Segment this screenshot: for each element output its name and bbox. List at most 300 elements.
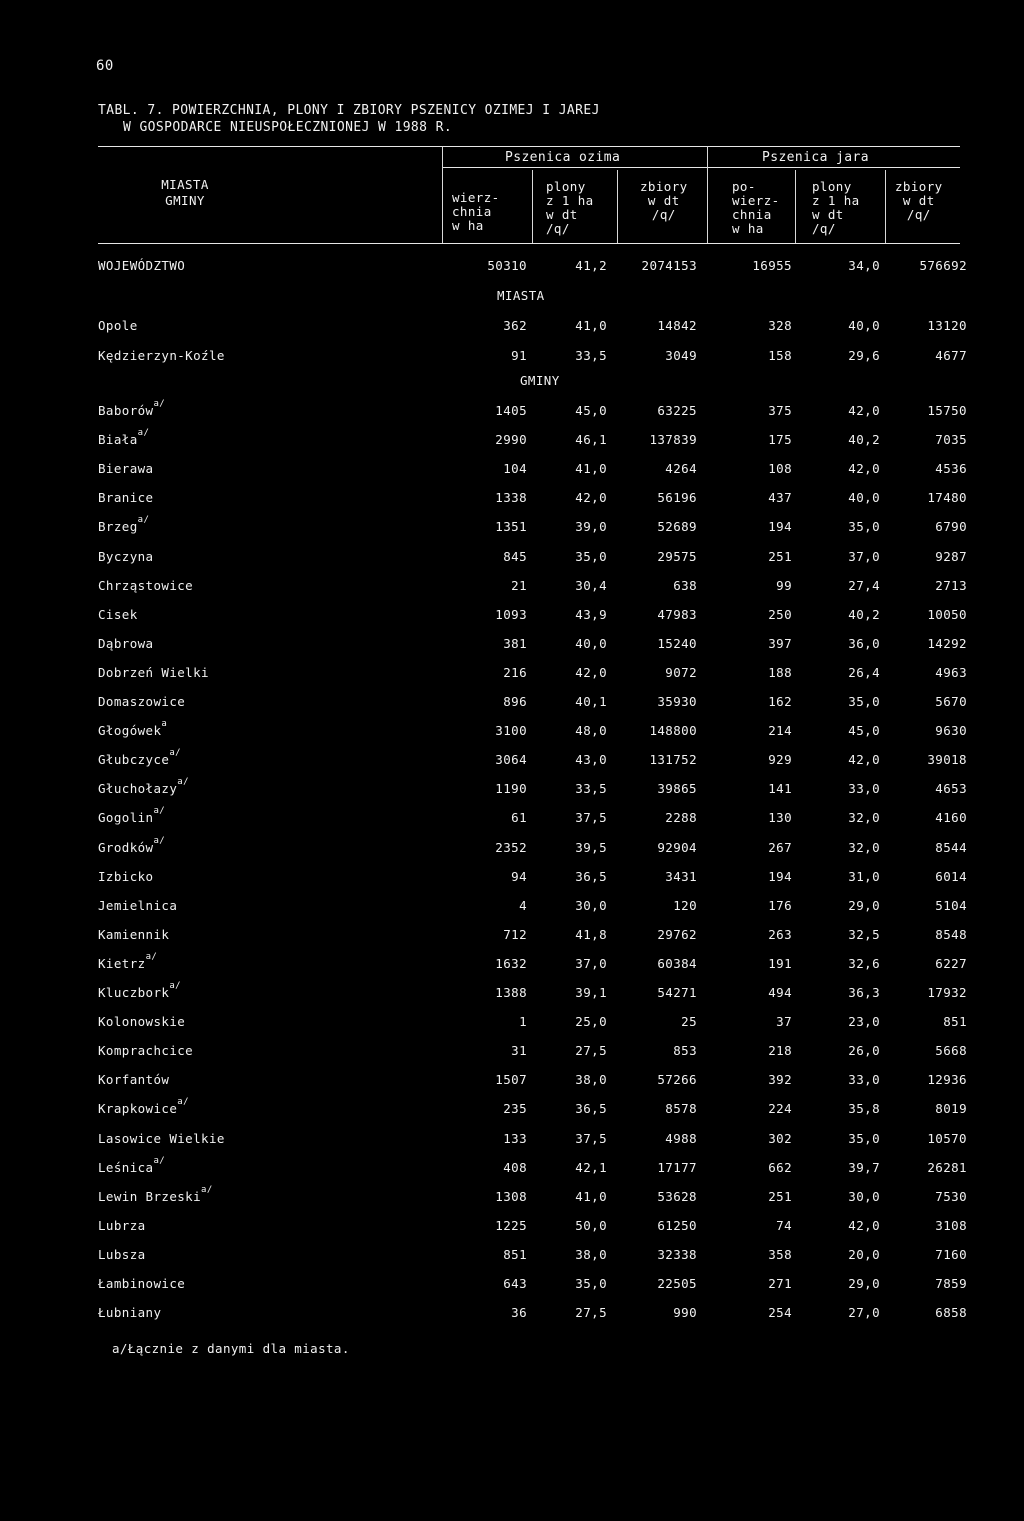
table-cell: 2288	[665, 810, 697, 826]
row-name: Grodków	[98, 839, 154, 855]
header-divider	[707, 146, 708, 243]
table-cell: 392	[768, 1072, 792, 1088]
footnote-marker: a/	[137, 515, 150, 526]
table-cell: 40,2	[848, 606, 880, 622]
row-label	[98, 1276, 185, 1291]
table-cell: 2352	[495, 839, 527, 855]
footnote-marker: a	[161, 719, 168, 730]
table-cell: 37,0	[848, 548, 880, 564]
table-cell: 37,0	[575, 955, 607, 971]
row-name: Brzeg	[98, 519, 138, 535]
header-top-rule	[98, 146, 960, 147]
table-cell: 5668	[935, 1043, 967, 1059]
table-cell: 1388	[495, 985, 527, 1000]
table-cell: 29762	[657, 926, 697, 942]
row-label	[98, 1131, 225, 1146]
table-cell: 3100	[495, 723, 527, 739]
table-cell: 235	[503, 1101, 527, 1117]
table-cell: 20,0	[848, 1246, 880, 1262]
table-cell: 40,0	[575, 635, 607, 651]
table-cell: 176	[768, 897, 792, 913]
footnote-marker: a/	[153, 1155, 166, 1166]
table-cell: 251	[768, 548, 792, 564]
table-cell: 56196	[657, 490, 697, 506]
row-label	[98, 898, 177, 913]
row-label	[98, 869, 153, 884]
row-name: Domaszowice	[98, 694, 186, 709]
table-cell: 218	[768, 1043, 792, 1059]
table-cell: 35,0	[848, 694, 880, 709]
table-cell: 29,6	[848, 347, 880, 363]
table-cell: 25	[681, 1014, 697, 1030]
table-cell: 37,5	[575, 1130, 607, 1146]
table-cell: 3431	[665, 868, 697, 884]
row-label	[98, 694, 185, 709]
table-cell: 17177	[657, 1159, 697, 1175]
table-cell: 662	[768, 1159, 792, 1175]
group-title-winter-wheat: Pszenica ozima	[505, 150, 621, 165]
row-name: Łubniany	[98, 1305, 162, 1321]
row-label	[98, 665, 209, 680]
table-cell: 39,7	[848, 1159, 880, 1175]
table-cell: 53628	[657, 1188, 697, 1204]
table-cell: 13120	[927, 318, 967, 333]
row-label	[98, 748, 181, 768]
table-cell: 1093	[495, 606, 527, 622]
table-cell: 36,0	[848, 635, 880, 651]
table-cell: 8544	[935, 839, 967, 855]
row-label	[98, 806, 166, 826]
row-label	[98, 549, 153, 564]
row-label	[98, 399, 166, 419]
table-cell: 25,0	[575, 1014, 607, 1030]
row-name: Głogówek	[98, 723, 162, 739]
table-cell: 130	[768, 810, 792, 826]
row-name: Lasowice Wielkie	[98, 1130, 225, 1146]
table-cell: 4677	[935, 347, 967, 363]
table-cell: 91	[511, 347, 527, 363]
table-cell: 267	[768, 839, 792, 855]
row-label	[98, 981, 181, 1001]
row-name: Chrząstowice	[98, 577, 194, 593]
table-cell: 33,5	[575, 347, 607, 363]
table-cell: 120	[673, 897, 697, 913]
table-cell: 36,5	[575, 868, 607, 884]
table-cell: 35,0	[848, 519, 880, 535]
row-label	[98, 1184, 213, 1204]
table-cell: 214	[768, 723, 792, 739]
table-cell: 494	[768, 985, 792, 1000]
table-cell: 851	[503, 1246, 527, 1262]
table-cell: 254	[768, 1305, 792, 1321]
table-cell: 397	[768, 635, 792, 651]
table-cell: 35,0	[575, 1276, 607, 1291]
table-cell: 7530	[935, 1188, 967, 1204]
table-cell: 29,0	[848, 1276, 880, 1291]
table-cell: 17480	[927, 490, 967, 506]
table-cell: 4264	[665, 461, 697, 477]
row-label	[98, 461, 153, 476]
table-cell: 6014	[935, 868, 967, 884]
row-name: Byczyna	[98, 548, 154, 564]
row-label	[98, 1014, 185, 1029]
table-cell: 381	[503, 635, 527, 651]
table-cell: 845	[503, 548, 527, 564]
table-cell: 191	[768, 955, 792, 971]
header-divider	[885, 170, 886, 243]
row-label	[98, 1043, 193, 1058]
table-cell: 408	[503, 1159, 527, 1175]
table-cell: 14842	[657, 318, 697, 333]
table-cell: 41,0	[575, 318, 607, 333]
table-cell: 1225	[495, 1217, 527, 1233]
table-cell: 54271	[657, 985, 697, 1000]
group-title-spring-wheat: Pszenica jara	[762, 150, 869, 165]
table-cell: 15750	[927, 403, 967, 418]
table-cell: 32,0	[848, 839, 880, 855]
row-name: Jemielnica	[98, 897, 178, 913]
table-cell: 7160	[935, 1246, 967, 1262]
table-cell: 45,0	[575, 403, 607, 418]
table-cell: 21	[511, 577, 527, 593]
table-cell: 42,0	[848, 752, 880, 768]
table-cell: 302	[768, 1130, 792, 1146]
table-cell: 1190	[495, 781, 527, 797]
table-cell: 8578	[665, 1101, 697, 1117]
table-cell: 1338	[495, 490, 527, 506]
table-cell: 43,9	[575, 606, 607, 622]
table-title-line-2: W GOSPODARCE NIEUSPOŁECZNIONEJ W 1988 R.	[123, 120, 453, 135]
table-cell: 31,0	[848, 868, 880, 884]
footnote-marker: a/	[137, 428, 150, 439]
table-cell: 99	[776, 577, 792, 593]
section-heading-gminy: GMINY	[520, 373, 560, 388]
table-cell: 46,1	[575, 432, 607, 448]
row-label	[98, 951, 158, 972]
row-name: Łambinowice	[98, 1276, 186, 1291]
table-cell: 4536	[935, 461, 967, 477]
row-label	[98, 777, 189, 797]
table-cell: 40,2	[848, 432, 880, 448]
table-cell: 42,0	[848, 1217, 880, 1233]
row-name: Branice	[98, 490, 154, 506]
table-cell: 35,0	[575, 548, 607, 564]
col-header-harvest-winter: zbiory w dt /q/	[640, 179, 688, 222]
header-divider	[617, 170, 618, 243]
table-cell: 162	[768, 694, 792, 709]
total-cell: 16955	[752, 258, 792, 273]
row-name: Kędzierzyn-Koźle	[98, 347, 225, 363]
table-cell: 42,0	[848, 461, 880, 477]
table-cell: 643	[503, 1276, 527, 1291]
table-cell: 250	[768, 606, 792, 622]
row-label	[98, 515, 150, 535]
row-name: Lubrza	[98, 1217, 146, 1233]
table-cell: 1405	[495, 403, 527, 418]
row-name: Bierawa	[98, 461, 154, 477]
table-cell: 35,0	[848, 1130, 880, 1146]
row-name: Głuchołazy	[98, 781, 178, 797]
table-cell: 33,5	[575, 781, 607, 797]
table-cell: 5670	[935, 694, 967, 709]
table-cell: 10050	[927, 606, 967, 622]
row-label	[98, 1218, 146, 1233]
table-cell: 63225	[657, 403, 697, 418]
table-cell: 37	[776, 1014, 792, 1030]
table-cell: 4988	[665, 1130, 697, 1146]
header-bottom-rule	[98, 243, 960, 244]
table-cell: 48,0	[575, 723, 607, 739]
table-cell: 362	[503, 318, 527, 333]
table-cell: 851	[943, 1014, 967, 1030]
table-cell: 375	[768, 403, 792, 418]
table-cell: 108	[768, 461, 792, 477]
row-label	[98, 636, 153, 651]
table-cell: 328	[768, 318, 792, 333]
table-cell: 30,4	[575, 577, 607, 593]
row-name: Gogolin	[98, 810, 154, 826]
table-cell: 40,0	[848, 490, 880, 506]
table-cell: 17932	[927, 985, 967, 1000]
table-cell: 27,0	[848, 1305, 880, 1321]
row-label	[98, 927, 169, 942]
col-header-yield-spring: plony z 1 ha w dt /q/	[812, 179, 860, 236]
table-cell: 36	[511, 1305, 527, 1321]
table-cell: 896	[503, 694, 527, 709]
row-label	[98, 1247, 146, 1262]
table-cell: 1507	[495, 1072, 527, 1088]
table-cell: 131752	[649, 752, 697, 768]
table-cell: 36,3	[848, 985, 880, 1000]
total-cell: 576692	[919, 258, 967, 273]
table-cell: 37,5	[575, 810, 607, 826]
table-cell: 43,0	[575, 752, 607, 768]
row-name: Opole	[98, 318, 138, 333]
table-cell: 12936	[927, 1072, 967, 1088]
table-cell: 194	[768, 868, 792, 884]
table-cell: 26,4	[848, 664, 880, 680]
row-label	[98, 318, 138, 333]
table-cell: 32338	[657, 1246, 697, 1262]
table-cell: 2713	[935, 577, 967, 593]
table-cell: 33,0	[848, 1072, 880, 1088]
table-cell: 148800	[649, 723, 697, 739]
row-label	[98, 835, 166, 855]
total-row-label: WOJEWÓDZTWO	[98, 258, 186, 273]
table-cell: 712	[503, 926, 527, 942]
table-cell: 27,5	[575, 1305, 607, 1321]
row-name: Leśnica	[98, 1159, 154, 1175]
table-cell: 4653	[935, 781, 967, 797]
row-name: Głubczyce	[98, 752, 170, 768]
table-cell: 990	[673, 1305, 697, 1321]
table-cell: 27,5	[575, 1043, 607, 1059]
footnote-marker: a/	[169, 748, 181, 759]
table-cell: 6227	[935, 955, 967, 971]
footnote-marker: a/	[169, 981, 181, 991]
table-cell: 1632	[495, 955, 527, 971]
table-cell: 216	[503, 664, 527, 680]
footnote: a/Łącznie z danymi dla miasta.	[112, 1341, 350, 1356]
table-cell: 8548	[935, 926, 967, 942]
table-cell: 41,0	[575, 461, 607, 477]
table-cell: 26,0	[848, 1043, 880, 1059]
table-cell: 35930	[657, 694, 697, 709]
row-name: Kamiennik	[98, 926, 170, 942]
row-label	[98, 1155, 166, 1175]
table-cell: 9072	[665, 664, 697, 680]
table-cell: 74	[776, 1217, 792, 1233]
table-cell: 41,0	[575, 1188, 607, 1204]
table-cell: 94	[511, 868, 527, 884]
table-cell: 39018	[927, 752, 967, 768]
table-cell: 104	[503, 461, 527, 477]
table-cell: 6858	[935, 1305, 967, 1321]
total-cell: 50310	[487, 258, 527, 273]
table-cell: 29575	[657, 548, 697, 564]
table-cell: 929	[768, 752, 792, 768]
table-cell: 188	[768, 664, 792, 680]
table-cell: 271	[768, 1276, 792, 1291]
row-label	[98, 428, 150, 448]
table-title-line-1: TABL. 7. POWIERZCHNIA, PLONY I ZBIORY PSZENICY OZIMEJ I JAREJ	[98, 103, 600, 118]
row-name: Kietrz	[98, 956, 146, 972]
table-cell: 39,5	[575, 839, 607, 855]
table-cell: 33,0	[848, 781, 880, 797]
table-cell: 42,0	[575, 490, 607, 506]
table-cell: 50,0	[575, 1217, 607, 1233]
table-cell: 1308	[495, 1188, 527, 1204]
table-cell: 1351	[495, 519, 527, 535]
table-cell: 26281	[927, 1159, 967, 1175]
footnote-marker: a/	[177, 1097, 189, 1108]
table-cell: 23,0	[848, 1014, 880, 1030]
row-label	[98, 490, 153, 505]
table-cell: 32,0	[848, 810, 880, 826]
row-label	[98, 578, 193, 593]
stub-header: MIASTA GMINY	[161, 177, 209, 208]
row-name: Cisek	[98, 606, 138, 622]
row-name: Krapkowice	[98, 1101, 178, 1117]
table-cell: 22505	[657, 1276, 697, 1291]
table-cell: 175	[768, 432, 792, 448]
table-cell: 38,0	[575, 1072, 607, 1088]
table-cell: 5104	[935, 897, 967, 913]
table-cell: 39865	[657, 781, 697, 797]
table-cell: 61	[511, 810, 527, 826]
table-cell: 40,0	[848, 318, 880, 333]
group-subrule	[442, 167, 960, 168]
table-cell: 41,8	[575, 926, 607, 942]
table-cell: 42,0	[575, 664, 607, 680]
table-cell: 4963	[935, 664, 967, 680]
table-cell: 10570	[927, 1130, 967, 1146]
table-cell: 133	[503, 1130, 527, 1146]
total-cell: 41,2	[575, 258, 607, 273]
table-cell: 92904	[657, 839, 697, 855]
row-name: Komprachcice	[98, 1043, 194, 1059]
col-header-yield-winter: plony z 1 ha w dt /q/	[546, 179, 594, 236]
table-cell: 39,1	[575, 985, 607, 1000]
table-cell: 45,0	[848, 723, 880, 739]
table-cell: 141	[768, 781, 792, 797]
table-cell: 4160	[935, 810, 967, 826]
table-cell: 4	[519, 897, 527, 913]
table-cell: 42,0	[848, 403, 880, 418]
table-cell: 194	[768, 519, 792, 535]
table-cell: 60384	[657, 955, 697, 971]
table-cell: 30,0	[848, 1188, 880, 1204]
row-label	[98, 1072, 169, 1087]
section-heading-miasta: MIASTA	[497, 288, 545, 303]
row-name: Kluczbork	[98, 985, 170, 1001]
row-name: Lubsza	[98, 1246, 146, 1262]
table-cell: 14292	[927, 635, 967, 651]
table-cell: 3049	[665, 347, 697, 363]
table-cell: 251	[768, 1188, 792, 1204]
table-cell: 57266	[657, 1072, 697, 1088]
col-header-harvest-spring: zbiory w dt /q/	[895, 179, 943, 222]
page-number: 60	[96, 58, 114, 74]
table-cell: 358	[768, 1246, 792, 1262]
footnote-marker: a/	[153, 835, 166, 846]
table-cell: 224	[768, 1101, 792, 1117]
table-cell: 263	[768, 926, 792, 942]
table-cell: 47983	[657, 606, 697, 622]
table-cell: 61250	[657, 1217, 697, 1233]
table-cell: 42,1	[575, 1159, 607, 1175]
row-label	[98, 719, 168, 739]
table-cell: 30,0	[575, 897, 607, 913]
header-divider	[532, 170, 533, 243]
table-cell: 38,0	[575, 1246, 607, 1262]
header-divider	[795, 170, 796, 243]
row-label	[98, 348, 225, 363]
col-header-area-spring: po- wierz- chnia w ha	[732, 179, 780, 236]
table-cell: 52689	[657, 519, 697, 535]
table-cell: 36,5	[575, 1101, 607, 1117]
table-cell: 6790	[935, 519, 967, 535]
table-cell: 27,4	[848, 577, 880, 593]
row-label	[98, 607, 138, 622]
table-cell: 32,5	[848, 926, 880, 942]
row-name: Baborów	[98, 403, 154, 419]
footnote-marker: a/	[201, 1184, 213, 1195]
table-cell: 29,0	[848, 897, 880, 913]
table-cell: 853	[673, 1043, 697, 1059]
table-cell: 31	[511, 1043, 527, 1059]
row-name: Kolonowskie	[98, 1014, 186, 1030]
table-cell: 3064	[495, 752, 527, 768]
table-cell: 638	[673, 577, 697, 593]
footnote-marker: a/	[153, 806, 166, 817]
footnote-marker: a/	[177, 777, 189, 788]
header-divider	[442, 146, 443, 243]
table-cell: 1	[519, 1014, 527, 1030]
row-name: Korfantów	[98, 1072, 170, 1088]
footnote-marker: a/	[153, 399, 166, 409]
table-cell: 9287	[935, 548, 967, 564]
table-cell: 7859	[935, 1276, 967, 1291]
row-name: Biała	[98, 432, 138, 448]
row-name: Dąbrowa	[98, 635, 154, 651]
total-cell: 34,0	[848, 258, 880, 273]
table-cell: 137839	[649, 432, 697, 448]
table-cell: 3108	[935, 1217, 967, 1233]
footnote-marker: a/	[145, 951, 158, 962]
table-cell: 8019	[935, 1101, 967, 1117]
row-name: Lewin Brzeski	[98, 1188, 202, 1204]
